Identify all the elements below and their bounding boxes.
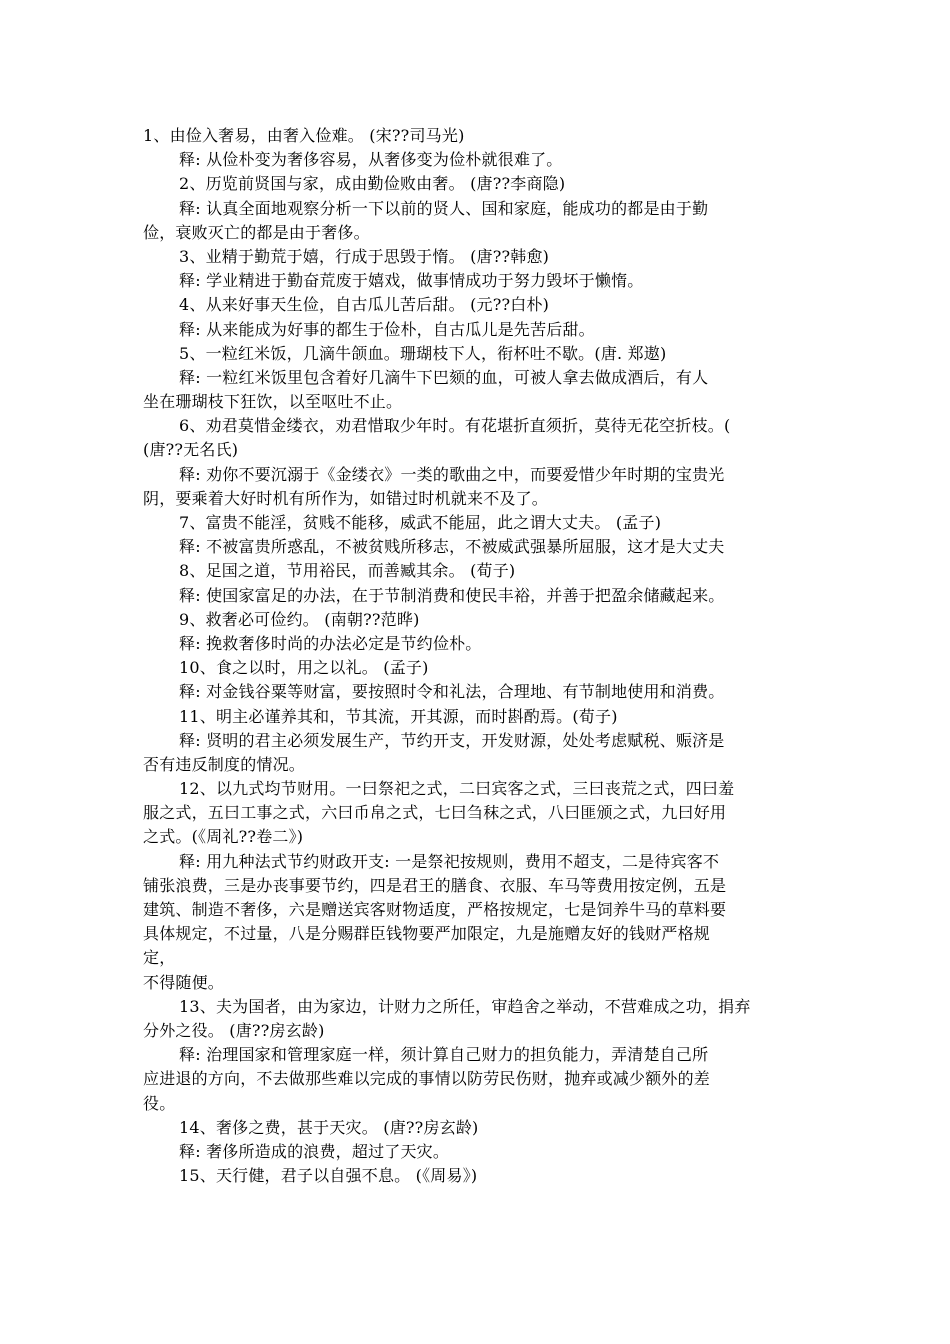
- text-line: 11、明主必谨养其和，节其流，开其源，而时斟酌焉。(荀子): [179, 706, 618, 726]
- text-line: 阴，要乘着大好时机有所作为，如错过时机就来不及了。: [143, 488, 549, 508]
- document-body: [143, 124, 808, 1188]
- text-line: 6、劝君莫惜金缕衣，劝君惜取少年时。有花堪折直须折，莫待无花空折枝。(: [179, 416, 731, 436]
- text-line: 应进退的方向，不去做那些难以完成的事情以防劳民伤财，抛弃或减少额外的差: [143, 1069, 711, 1089]
- text-line: 释: 学业精进于勤奋荒废于嬉戏，做事情成功于努力毁坏于懒惰。: [179, 271, 644, 291]
- text-line: 释: 用九种法式节约财政开支: 一是祭祀按规则，费用不超支，二是待宾客不: [179, 851, 720, 871]
- text-line: 俭，衰败灭亡的都是由于奢侈。: [143, 222, 370, 242]
- text-line: 2、历览前贤国与家，成由勤俭败由奢。 (唐??李商隐): [179, 174, 566, 194]
- text-line: 不得随便。: [143, 972, 225, 992]
- text-line: 释: 一粒红米饭里包含着好几滴牛下巴颏的血，可被人拿去做成酒后，有人: [179, 367, 709, 387]
- text-line: 14、奢侈之费，甚于天灾。 (唐??房玄龄): [179, 1117, 479, 1137]
- text-line: 9、救奢必可俭约。 (南朝??范晔): [179, 609, 420, 629]
- text-line: 释: 使国家富足的办法，在于节制消费和使民丰裕，并善于把盈余储藏起来。: [179, 585, 725, 605]
- text-line: 4、从来好事天生俭，自古瓜儿苦后甜。 (元??白朴): [179, 295, 550, 315]
- text-line: 役。: [143, 1093, 176, 1113]
- text-line: 否有违反制度的情况。: [143, 754, 306, 774]
- text-line: 8、足国之道，节用裕民，而善臧其余。 (荀子): [179, 561, 516, 581]
- text-line: 12、以九式均节财用。一曰祭祀之式，二曰宾客之式，三曰丧荒之式，四曰羞: [179, 779, 735, 799]
- text-line: 释: 从来能成为好事的都生于俭朴，自古瓜儿是先苦后甜。: [179, 319, 595, 339]
- text-line: 释: 认真全面地观察分析一下以前的贤人、国和家庭，能成功的都是由于勤: [179, 198, 709, 218]
- text-line: 15、天行健，君子以自强不息。 (《周易》): [179, 1166, 478, 1186]
- text-line: (唐??无名氏): [143, 440, 239, 460]
- text-line: 服之式，五曰工事之式，六曰币帛之式，七曰刍秣之式，八曰匪颁之式，九曰好用: [143, 803, 727, 823]
- text-line: 释: 劝你不要沉溺于《金缕衣》一类的歌曲之中，而要爱惜少年时期的宝贵光: [179, 464, 725, 484]
- text-line: 建筑、制造不奢侈，六是赠送宾客财物适度，严格按规定，七是饲养牛马的草料要: [143, 900, 727, 919]
- text-line: 13、夫为国者，由为家边，计财力之所任，审趋舍之举动，不营难成之功，捐弃: [179, 996, 751, 1016]
- text-line: 释: 奢侈所造成的浪费，超过了天灾。: [179, 1141, 450, 1161]
- text-line: 坐在珊瑚枝下狂饮，以至呕吐不止。: [143, 392, 403, 412]
- text-line: 3、业精于勤荒于嬉，行成于思毁于惰。 (唐??韩愈): [179, 246, 550, 266]
- text-line: 铺张浪费，三是办丧事要节约，四是君王的膳食、衣服、车马等费用按定例，五是: [143, 875, 727, 895]
- text-line: 释: 不被富贵所惑乱，不被贫贱所移志，不被威武强暴所屈服，这才是大丈夫: [179, 537, 725, 557]
- text-line: 10、食之以时，用之以礼。 (孟子): [179, 658, 429, 678]
- text-line: 释: 治理国家和管理家庭一样，须计算自己财力的担负能力，弄清楚自己所: [179, 1045, 709, 1065]
- text-line: 分外之役。 (唐??房玄龄): [143, 1020, 325, 1040]
- text-line: 具体规定，不过量，八是分赐群臣钱物要严加限定，九是施赠友好的钱财严格规: [143, 924, 711, 944]
- text-line: 之式。(《周礼??卷二》): [143, 827, 304, 847]
- text-line: 5、一粒红米饭，几滴牛颌血。珊瑚枝下人，衔杯吐不歇。(唐. 郑遨): [179, 343, 667, 363]
- text-line: 释: 贤明的君主必须发展生产，节约开支，开发财源，处处考虑赋税、赈济是: [179, 730, 725, 750]
- text-line: 释: 从俭朴变为奢侈容易，从奢侈变为俭朴就很难了。: [179, 150, 563, 170]
- text-line: 7、富贵不能淫，贫贱不能移，威武不能屈，此之谓大丈夫。 (孟子): [179, 513, 662, 532]
- text-line: 1、由俭入奢易，由奢入俭难。 (宋??司马光): [143, 126, 465, 145]
- text-line: 定，: [143, 948, 176, 968]
- text-line: 释: 对金钱谷粟等财富，要按照时令和礼法，合理地、有节制地使用和消费。: [179, 682, 725, 702]
- text-line: 释: 挽救奢侈时尚的办法必定是节约俭朴。: [179, 633, 482, 653]
